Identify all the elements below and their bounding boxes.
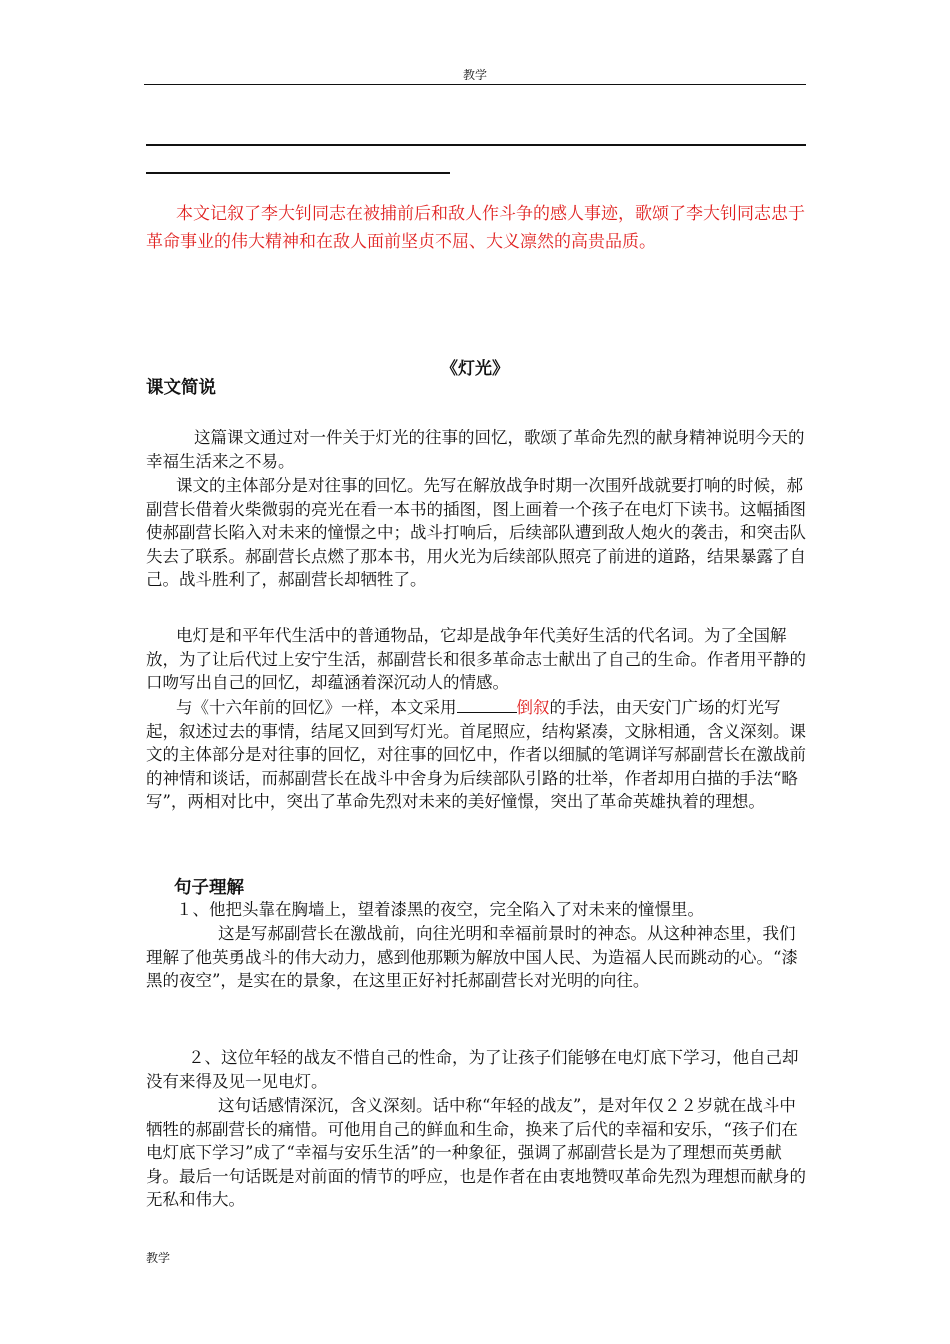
summary-text: 本文记叙了李大钊同志在被捕前后和敌人作斗争的感人事迹，歌颂了李大钊同志忠于革命事业的伟大精神和在敌人面前坚贞不屈、大义凛然的高贵品质。 [146,204,805,252]
sentence-1 [146,898,806,922]
summary-answer [146,200,806,256]
answer-line-2 [146,172,450,174]
sentence-1-explain-text: 这是写郝副营长在激战前，向往光明和幸福前景时的神态。从这种神态里，我们理解了他英勇战斗的伟大动力，感到他那颗为解放中国人民、为造福人民而跳动的心。“漆黑的夜空”，是实在的景象，在这里正好衬托郝副营长对光明的向往。 [146,924,798,990]
paragraph-2-text: 课文的主体部分是对往事的回忆。先写在解放战争时期一次围歼战就要打响的时候，郝副营长借着火柴微弱的亮光在看一本书的插图，图上画着一个孩子在电灯下读书。这幅插图使郝副营长陷入对未来的憧憬之中；战斗打响后，后续部队遭到敌人炮火的袭击，和突击队失去了联系。郝副营长点燃了那本书，用火光为后续部队照亮了前进的道路，结果暴露了自己。战斗胜利了，郝副营长却牺牲了。 [146,476,806,589]
page-footer: 教学 [146,1251,171,1265]
section-heading-1: 课文简说 [146,378,216,398]
sentence-1-explain [146,922,806,993]
answer-line-1 [146,144,806,146]
paragraph-3-text: 电灯是和平年代生活中的普通物品，它却是战争年代美好生活的代名词。为了全国解放，为了让后代过上安宁生活，郝副营长和很多革命志士献出了自己的生命。作者用平静的口吻写出自己的回忆，却蕴涵着深沉动人的情感。 [146,626,806,692]
paragraph-2 [146,474,806,592]
sentence-2-text: ２、这位年轻的战友不惜自己的性命，为了让孩子们能够在电灯底下学习，他自己却没有来得及见一见电灯。 [146,1048,799,1091]
paragraph-1-text: 这篇课文通过对一件关于灯光的往事的回忆，歌颂了革命先烈的献身精神说明今天的幸福生活来之不易。 [146,428,805,471]
paragraph-4 [146,696,806,814]
lesson-title: 《灯光》 [441,359,509,379]
sentence-2-explain-text: 这句话感情深沉，含义深刻。话中称“年轻的战友”，是对年仅２２岁就在战斗中牺牲的郝副营长的痛惜。可他用自己的鲜血和生命，换来了后代的幸福和安乐，“孩子们在电灯底下学习”成了“幸福与安乐生活”的一种象征，强调了郝副营长是为了理想而英勇献身。最后一句话既是对前面的情节的呼应，也是作者在由衷地赞叹革命先烈为理想而献身的无私和伟大。 [146,1096,806,1209]
sentence-2 [146,1046,806,1093]
paragraph-3 [146,624,806,695]
header-rule [144,84,806,85]
fill-answer: 倒叙 [516,698,550,717]
paragraph-4-before: 与《十六年前的回忆》一样，本文采用 [176,698,457,717]
paragraph-4-after: 的手法，由天安门广场的灯光写起，叙述过去的事情，结尾又回到写灯光。首尾照应，结构紧凑，文脉相通，含义深刻。课文的主体部分是对往事的回忆，对往事的回忆中，作者以细腻的笔调详写郝副营长在激战前的神情和谈话，而郝副营长在战斗中舍身为后续部队引路的壮举，作者却用白描的手法“略写”，两相对比中，突出了革命先烈对未来的美好憧憬，突出了革命英雄执着的理想。 [146,698,806,811]
paragraph-1 [146,426,806,473]
page-header: 教学 [462,68,487,82]
fill-blank [457,711,517,713]
sentence-1-text: １、他把头靠在胸墙上，望着漆黑的夜空，完全陷入了对未来的憧憬里。 [176,900,704,919]
section-heading-2: 句子理解 [174,878,244,898]
sentence-2-explain [146,1094,806,1212]
